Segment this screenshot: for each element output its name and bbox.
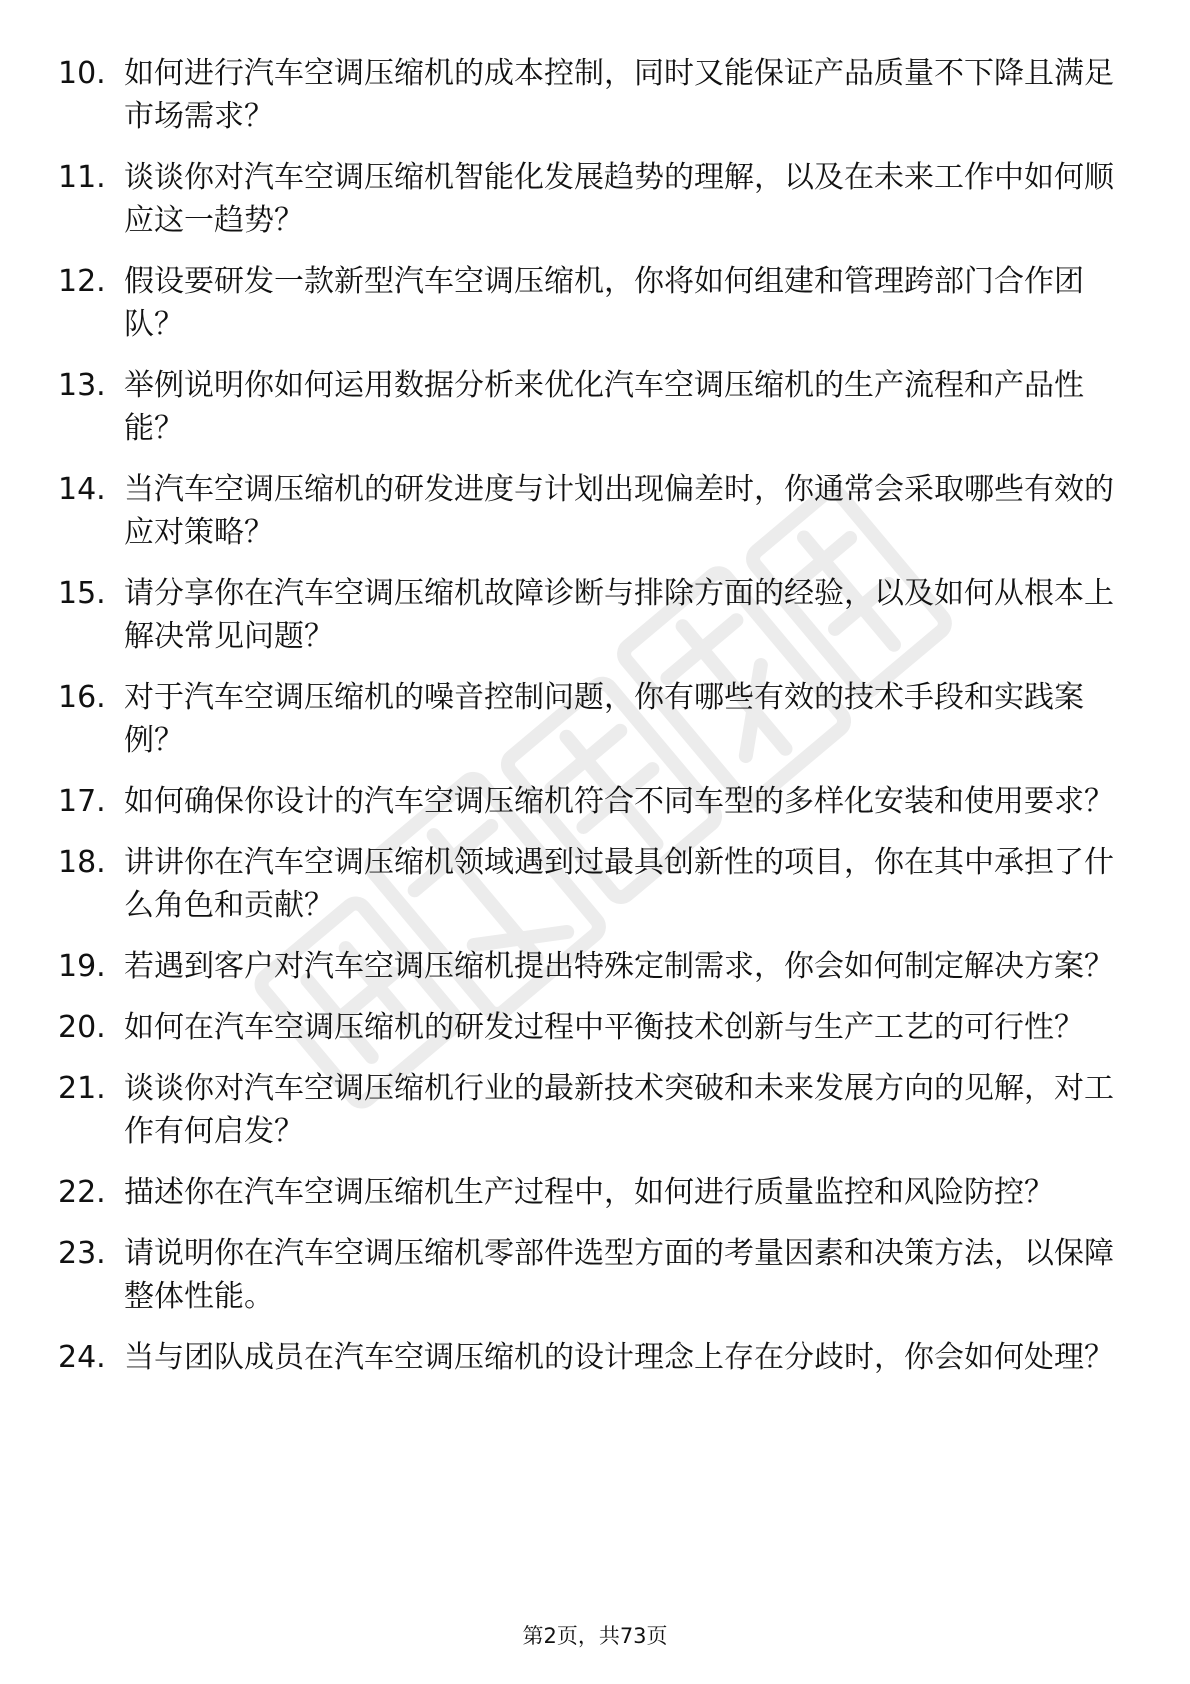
list-item xyxy=(58,1336,1118,1379)
question-number: 13. xyxy=(58,368,106,403)
question-text: 当与团队成员在汽车空调压缩机的设计理念上存在分歧时，你会如何处理？ xyxy=(124,1340,1114,1375)
question-text: 讲讲你在汽车空调压缩机领域遇到过最具创新性的项目，你在其中承担了什么角色和贡献？ xyxy=(124,845,1114,923)
question-text: 举例说明你如何运用数据分析来优化汽车空调压缩机的生产流程和产品性能？ xyxy=(124,368,1084,446)
list-item xyxy=(58,945,1118,988)
question-number: 19. xyxy=(58,949,106,984)
question-number: 14. xyxy=(58,472,106,507)
question-text: 如何进行汽车空调压缩机的成本控制，同时又能保证产品质量不下降且满足市场需求？ xyxy=(124,56,1114,134)
question-number: 16. xyxy=(58,680,106,715)
list-item xyxy=(58,1006,1118,1049)
list-item xyxy=(58,156,1118,242)
question-text: 假设要研发一款新型汽车空调压缩机，你将如何组建和管理跨部门合作团队？ xyxy=(124,264,1084,342)
question-text: 谈谈你对汽车空调压缩机行业的最新技术突破和未来发展方向的见解，对工作有何启发？ xyxy=(124,1071,1114,1149)
question-number: 11. xyxy=(58,160,106,195)
list-item xyxy=(58,52,1118,138)
question-number: 22. xyxy=(58,1175,106,1210)
question-text: 谈谈你对汽车空调压缩机智能化发展趋势的理解，以及在未来工作中如何顺应这一趋势？ xyxy=(124,160,1114,238)
list-item xyxy=(58,780,1118,823)
list-item xyxy=(58,468,1118,554)
question-number: 12. xyxy=(58,264,106,299)
question-number: 10. xyxy=(58,56,106,91)
list-item xyxy=(58,1171,1118,1214)
list-item xyxy=(58,364,1118,450)
question-number: 15. xyxy=(58,576,106,611)
list-item xyxy=(58,1067,1118,1153)
question-number: 17. xyxy=(58,784,106,819)
question-text: 对于汽车空调压缩机的噪音控制问题，你有哪些有效的技术手段和实践案例？ xyxy=(124,680,1084,758)
question-number: 20. xyxy=(58,1010,106,1045)
list-item xyxy=(58,572,1118,658)
list-item xyxy=(58,841,1118,927)
question-text: 请分享你在汽车空调压缩机故障诊断与排除方面的经验，以及如何从根本上解决常见问题？ xyxy=(124,576,1114,654)
question-text: 若遇到客户对汽车空调压缩机提出特殊定制需求，你会如何制定解决方案？ xyxy=(124,949,1114,984)
question-text: 当汽车空调压缩机的研发进度与计划出现偏差时，你通常会采取哪些有效的应对策略？ xyxy=(124,472,1114,550)
list-item xyxy=(58,260,1118,346)
question-text: 请说明你在汽车空调压缩机零部件选型方面的考量因素和决策方法，以保障整体性能。 xyxy=(124,1236,1114,1314)
list-item xyxy=(58,676,1118,762)
question-text: 如何确保你设计的汽车空调压缩机符合不同车型的多样化安装和使用要求？ xyxy=(124,784,1114,819)
question-list xyxy=(58,52,1118,1397)
question-text: 描述你在汽车空调压缩机生产过程中，如何进行质量监控和风险防控？ xyxy=(124,1175,1054,1210)
question-number: 24. xyxy=(58,1340,106,1375)
list-item xyxy=(58,1232,1118,1318)
question-text: 如何在汽车空调压缩机的研发过程中平衡技术创新与生产工艺的可行性？ xyxy=(124,1010,1084,1045)
question-number: 21. xyxy=(58,1071,106,1106)
page-footer: 第2页，共73页 xyxy=(522,1624,668,1648)
question-number: 23. xyxy=(58,1236,106,1271)
question-number: 18. xyxy=(58,845,106,880)
